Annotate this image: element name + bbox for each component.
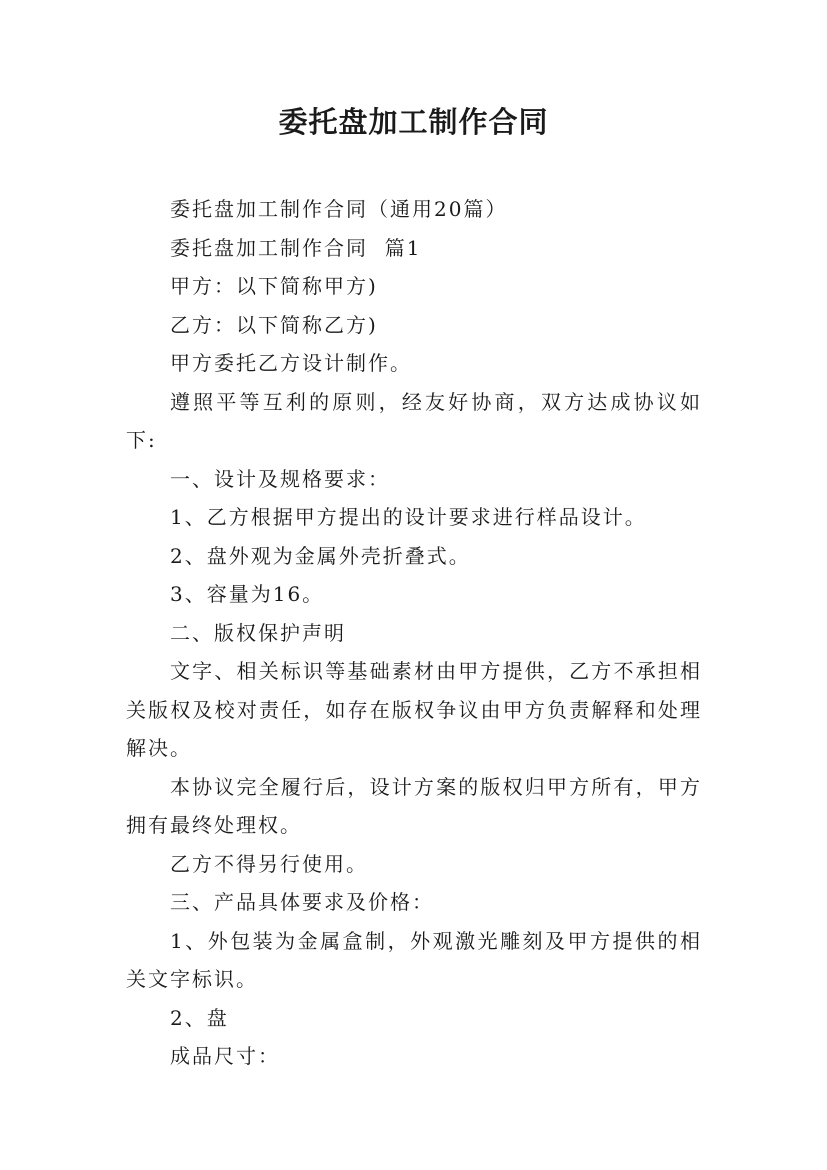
paragraph-party-b: 乙方：以下简称乙方) bbox=[170, 312, 378, 337]
paragraph-commission: 甲方委托乙方设计制作。 bbox=[170, 351, 412, 375]
list-item: 1、乙方根据甲方提出的设计要求进行样品设计。 bbox=[170, 505, 647, 529]
document-body bbox=[126, 190, 702, 1076]
paragraph-subheading: 委托盘加工制作合同 篇1 bbox=[170, 235, 422, 260]
list-item: 2、盘外观为金属外壳折叠式。 bbox=[170, 543, 471, 568]
paragraph-copyright-ownership: 本协议完全履行后，设计方案的版权归甲方所有，甲方拥有最终处理权。 bbox=[126, 774, 702, 837]
section-heading-product: 三、产品具体要求及价格： bbox=[170, 890, 434, 914]
paragraph-size: 成品尺寸： bbox=[170, 1044, 280, 1068]
list-item: 2、盘 bbox=[170, 1005, 229, 1030]
section-heading-copyright: 二、版权保护声明 bbox=[170, 620, 346, 645]
paragraph-agreement: 遵照平等互利的原则，经友好协商，双方达成协议如下: bbox=[126, 389, 702, 452]
paragraph-heading: 委托盘加工制作合同（通用20篇） bbox=[170, 197, 508, 221]
paragraph-party-a: 甲方：以下简称甲方) bbox=[170, 274, 378, 298]
list-item: 3、容量为16。 bbox=[170, 582, 325, 606]
list-item: 1、外包装为金属盒制，外观激光雕刻及甲方提供的相关文字标识。 bbox=[126, 928, 702, 991]
section-heading-design: 一、设计及规格要求： bbox=[170, 466, 390, 491]
document-title: 委托盘加工制作合同 bbox=[278, 105, 549, 139]
paragraph-copyright-materials: 文字、相关标识等基础素材由甲方提供，乙方不承担相关版权及校对责任，如存在版权争议由甲方负责解释和处理解决。 bbox=[126, 659, 702, 760]
paragraph-no-other-use: 乙方不得另行使用。 bbox=[170, 851, 368, 876]
